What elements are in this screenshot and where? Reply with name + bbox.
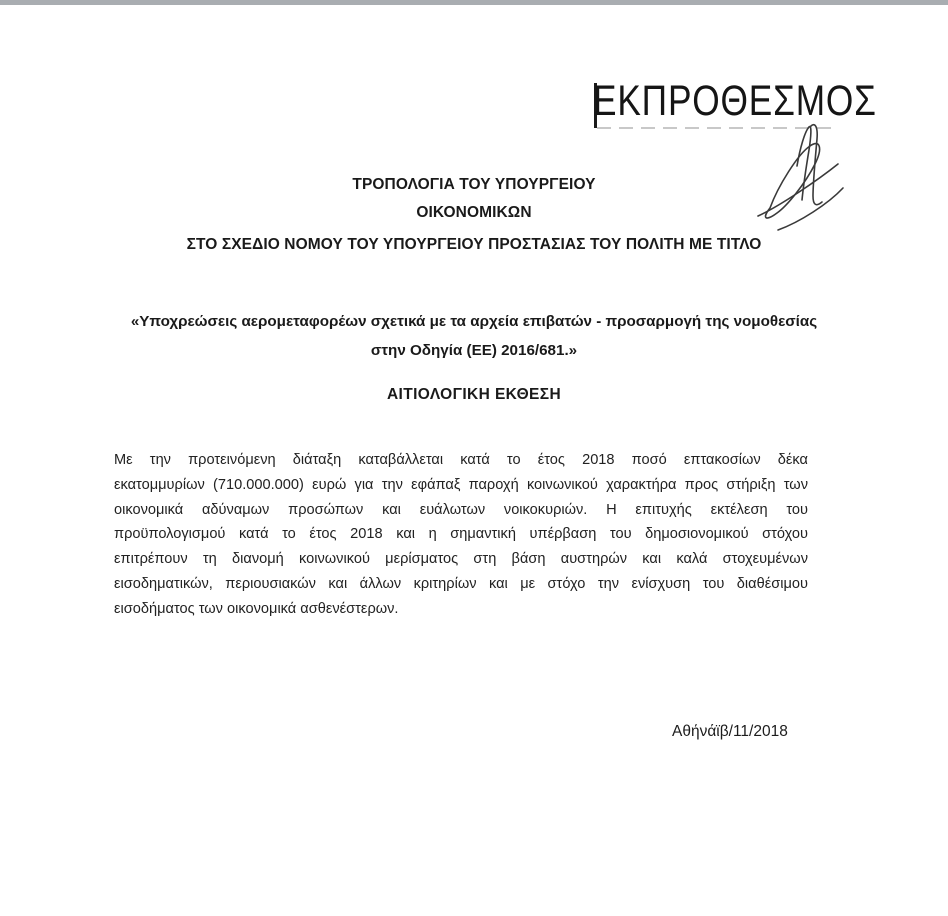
law-title xyxy=(114,307,834,365)
dateline: Αθήνάϊβ/11/2018 xyxy=(672,723,788,740)
body-line: Με την προτεινόμενη διάταξη καταβάλλεται κατά το έτος 2018 ποσό επτακοσίων δέκα xyxy=(114,452,808,468)
explanatory-report-heading: ΑΙΤΙΟΛΟΓΙΚΗ ΕΚΘΕΣΗ xyxy=(386,386,562,403)
body-paragraph xyxy=(114,448,808,622)
top-window-edge-bar xyxy=(0,0,948,5)
late-submission-stamp: ΕΚΠΡΟΘΕΣΜΟΣ xyxy=(593,77,877,125)
ministry-heading-line1: ΤΡΟΠΟΛΟΓΙΑ ΤΟΥ ΥΠΟΥΡΓΕΙΟΥ xyxy=(352,176,596,193)
ministry-heading-line2: ΟΙΚΟΝΟΜΙΚΩΝ xyxy=(416,204,532,221)
body-line: εκατομμυρίων (710.000.000) ευρώ για την εφάπαξ παροχή κοινωνικού χαρακτήρα προς στήριξη των xyxy=(114,476,808,493)
body-line: εισοδηματικών, περιουσιακών και άλλων κριτηρίων και με στόχο την ενίσχυση του διαθέσιμου xyxy=(114,575,808,592)
law-title-line2: στην Οδηγία (ΕΕ) 2016/681.» xyxy=(370,342,578,359)
body-line: οικονομικά αδύναμων προσώπων και ευάλωτων νοικοκυριών. Η επιτυχής εκτέλεση του xyxy=(114,501,808,518)
law-title-line1: «Υποχρεώσεις αερομεταφορέων σχετικά με τα αρχεία επιβατών - προσαρμογή της νομοθεσίας xyxy=(130,313,818,330)
body-line: εισοδήματος των οικονομικά ασθενέστερων. xyxy=(114,600,399,617)
body-line: επιτρέπουν τη διανομή κοινωνικού μερίσματος στη βάση αυστηρών και καλά στοχευμένων xyxy=(114,551,808,568)
bill-heading-line: ΣΤΟ ΣΧΕΔΙΟ ΝΟΜΟΥ ΤΟΥ ΥΠΟΥΡΓΕΙΟΥ ΠΡΟΣΤΑΣΙΑΣ ΤΟΥ ΠΟΛΙΤΗ ΜΕ ΤΙΤΛΟ xyxy=(186,236,762,253)
body-line: προϋπολογισμού κατά το έτος 2018 και η σημαντική υπέρβαση του δημοσιονομικού στόχου xyxy=(114,526,808,543)
